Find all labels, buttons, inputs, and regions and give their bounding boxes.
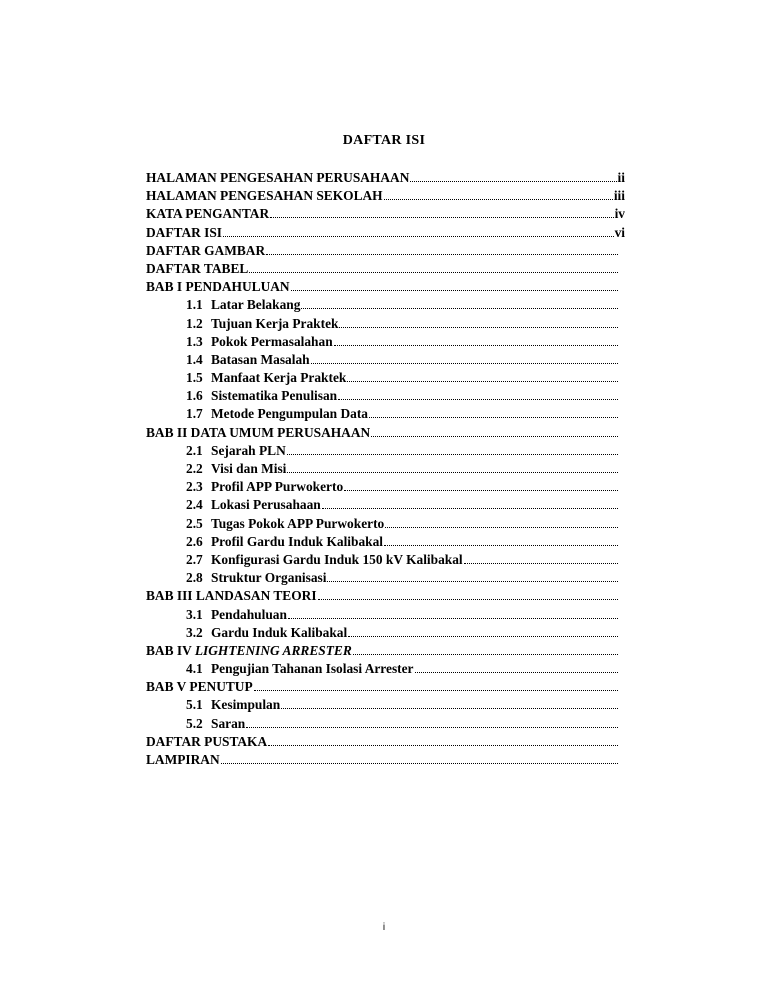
toc-entry[interactable] xyxy=(146,333,625,351)
toc-entry-text: Metode Pengumpulan Data xyxy=(211,406,368,422)
dot-leader xyxy=(254,680,618,691)
toc-entry[interactable] xyxy=(146,442,625,460)
toc-entry-label xyxy=(146,187,383,205)
toc-entry-text: BAB V PENUTUP xyxy=(146,679,253,695)
toc-entry-label xyxy=(186,606,287,624)
page-number: i xyxy=(382,922,386,933)
toc-entry[interactable] xyxy=(146,678,625,696)
toc-entry-text: Pokok Permasalahan xyxy=(211,333,333,349)
dot-leader xyxy=(339,317,618,328)
toc-entry-number: 1.2 xyxy=(186,315,203,331)
toc-entry-label xyxy=(186,660,414,678)
dot-leader xyxy=(246,717,618,728)
toc-entry-page: iii xyxy=(613,188,625,204)
toc-entry-label xyxy=(146,169,409,187)
toc-entry[interactable] xyxy=(146,733,625,751)
dot-leader xyxy=(410,171,616,182)
dot-leader xyxy=(344,480,618,491)
toc-entry[interactable] xyxy=(146,569,625,587)
toc-entry[interactable] xyxy=(146,351,625,369)
toc-entry-italic-text: LIGHTENING ARRESTER xyxy=(194,642,352,658)
toc-entry-label xyxy=(146,678,253,696)
toc-entry-text: Saran xyxy=(211,715,246,731)
toc-entry-number: 2.2 xyxy=(186,461,203,476)
dot-leader xyxy=(371,426,618,437)
page-title: DAFTAR ISI xyxy=(342,133,426,148)
toc-entry-label xyxy=(146,733,267,751)
toc-entry-label xyxy=(146,751,220,769)
toc-entry[interactable] xyxy=(146,260,625,278)
toc-entry[interactable] xyxy=(146,405,625,423)
toc-entry-number: 1.1 xyxy=(186,297,203,313)
toc-entry-label xyxy=(186,460,286,478)
dot-leader xyxy=(334,335,618,346)
dot-leader xyxy=(287,444,618,455)
toc-entry-text: Struktur Organisasi xyxy=(211,570,327,586)
toc-entry[interactable] xyxy=(146,533,625,551)
toc-entry-text: DAFTAR PUSTAKA xyxy=(146,733,268,749)
dot-leader xyxy=(318,589,618,600)
toc-entry[interactable] xyxy=(146,642,625,660)
toc-entry-label xyxy=(146,224,222,242)
toc-entry-text: Sejarah PLN xyxy=(211,442,286,458)
toc-entry-text: Visi dan Misi xyxy=(211,461,287,476)
dot-leader xyxy=(266,244,618,255)
toc-entry-number: 1.7 xyxy=(186,406,203,422)
toc-entry-number: 1.5 xyxy=(186,370,203,386)
toc-entry[interactable] xyxy=(146,242,625,260)
toc-entry-number: 2.7 xyxy=(186,551,203,567)
toc-entry[interactable] xyxy=(146,496,625,514)
toc-entry-number: 1.6 xyxy=(186,388,203,404)
toc-entry[interactable] xyxy=(146,424,625,442)
toc-entry-text: DAFTAR TABEL xyxy=(146,260,249,276)
toc-entry-text: BAB I PENDAHULUAN xyxy=(146,279,290,295)
dot-leader xyxy=(221,753,618,764)
toc-entry-page: ii xyxy=(617,170,625,185)
toc-entry-text: Sistematika Penulisan xyxy=(211,388,338,404)
toc-entry[interactable] xyxy=(146,515,625,533)
toc-entry-number: 4.1 xyxy=(186,661,203,677)
toc-entry-text: Gardu Induk Kalibakal xyxy=(211,624,348,640)
toc-entry[interactable] xyxy=(146,606,625,624)
toc-entry[interactable] xyxy=(146,587,625,605)
toc-entry-label xyxy=(186,715,245,733)
toc-entry[interactable] xyxy=(146,278,625,296)
toc-entry-label xyxy=(186,405,368,423)
toc-entry-text: Batasan Masalah xyxy=(211,351,310,367)
toc-entry-number: 2.3 xyxy=(186,479,203,495)
toc-entry[interactable] xyxy=(146,551,625,569)
table-of-contents xyxy=(146,169,625,769)
dot-leader xyxy=(415,662,618,673)
toc-entry-label xyxy=(146,260,248,278)
toc-entry-label xyxy=(186,387,337,405)
toc-entry-number: 3.2 xyxy=(186,624,203,640)
toc-entry-label xyxy=(186,496,321,514)
toc-entry[interactable] xyxy=(146,387,625,405)
toc-entry[interactable] xyxy=(146,696,625,714)
toc-entry-text: Pengujian Tahanan Isolasi Arrester xyxy=(211,661,414,677)
toc-entry-text: Profil APP Purwokerto xyxy=(211,479,344,495)
toc-entry-label xyxy=(186,515,384,533)
toc-entry-text: Tujuan Kerja Praktek xyxy=(211,315,339,331)
toc-entry-number: 3.1 xyxy=(186,606,203,622)
toc-entry-text: BAB III LANDASAN TEORI xyxy=(146,588,317,604)
toc-entry-label xyxy=(186,533,383,551)
toc-entry[interactable] xyxy=(146,187,625,205)
toc-entry-label xyxy=(186,369,346,387)
toc-entry[interactable] xyxy=(146,205,625,223)
toc-entry[interactable] xyxy=(146,224,625,242)
toc-entry-number: 2.4 xyxy=(186,497,203,513)
toc-entry-label xyxy=(186,296,300,314)
toc-entry-number: 1.3 xyxy=(186,333,203,349)
toc-entry-label xyxy=(186,351,310,369)
toc-entry[interactable] xyxy=(146,478,625,496)
toc-entry-label xyxy=(186,315,338,333)
toc-entry-text: Pendahuluan xyxy=(211,606,287,622)
toc-entry-number: 5.2 xyxy=(186,715,203,731)
toc-entry-text: DAFTAR GAMBAR xyxy=(146,242,266,258)
dot-leader xyxy=(301,298,618,309)
dot-leader xyxy=(348,626,618,637)
toc-entry-label xyxy=(186,333,333,351)
dot-leader xyxy=(249,262,618,273)
toc-entry-label xyxy=(186,442,286,460)
toc-entry-number: 2.5 xyxy=(186,515,203,531)
toc-entry-label xyxy=(146,587,317,605)
toc-entry-number: 5.1 xyxy=(186,697,203,713)
toc-entry-label xyxy=(186,569,326,587)
dot-leader xyxy=(291,280,618,291)
toc-entry-page: iv xyxy=(614,206,625,222)
toc-entry-text: Kesimpulan xyxy=(211,697,281,713)
dot-leader xyxy=(268,735,618,746)
dot-leader xyxy=(311,353,618,364)
toc-entry-page: vi xyxy=(614,224,625,240)
toc-entry-label xyxy=(146,424,370,442)
toc-entry-text: Lokasi Perusahaan xyxy=(211,497,321,513)
toc-entry-number: 2.1 xyxy=(186,442,203,458)
toc-entry-text: BAB II DATA UMUM PERUSAHAAN xyxy=(146,424,371,440)
dot-leader xyxy=(384,535,618,546)
toc-entry-text: LAMPIRAN xyxy=(146,752,220,767)
dot-leader xyxy=(369,407,618,418)
dot-leader xyxy=(338,389,618,400)
toc-entry-label xyxy=(186,478,343,496)
dot-leader xyxy=(281,698,618,709)
dot-leader xyxy=(347,371,618,382)
toc-entry[interactable] xyxy=(146,369,625,387)
toc-entry-text: Konfigurasi Gardu Induk 150 kV Kalibakal xyxy=(211,551,463,567)
toc-entry-text: BAB IV xyxy=(146,642,195,658)
toc-entry-text: Tugas Pokok APP Purwokerto xyxy=(211,515,385,531)
dot-leader xyxy=(270,207,613,218)
toc-entry-number: 2.6 xyxy=(186,533,203,549)
dot-leader xyxy=(287,462,618,473)
toc-entry-label xyxy=(146,642,352,660)
toc-entry-number: 2.8 xyxy=(186,570,203,586)
toc-entry-text: Latar Belakang xyxy=(211,297,301,313)
toc-entry-text: HALAMAN PENGESAHAN PERUSAHAAN xyxy=(146,170,410,185)
toc-entry[interactable] xyxy=(146,624,625,642)
dot-leader xyxy=(223,226,614,237)
dot-leader xyxy=(464,553,618,564)
toc-entry-label xyxy=(186,624,347,642)
toc-entry[interactable] xyxy=(146,460,625,478)
toc-entry-label xyxy=(146,278,290,296)
toc-entry-label xyxy=(146,242,265,260)
toc-entry-text: Manfaat Kerja Praktek xyxy=(211,370,347,386)
toc-entry-text: DAFTAR ISI xyxy=(146,224,223,240)
toc-entry[interactable] xyxy=(146,169,625,187)
toc-entry[interactable] xyxy=(146,751,625,769)
dot-leader xyxy=(385,517,618,528)
dot-leader xyxy=(353,644,618,655)
toc-entry[interactable] xyxy=(146,715,625,733)
toc-entry[interactable] xyxy=(146,660,625,678)
toc-entry[interactable] xyxy=(146,315,625,333)
toc-entry-text: Profil Gardu Induk Kalibakal xyxy=(211,533,384,549)
toc-entry[interactable] xyxy=(146,296,625,314)
dot-leader xyxy=(384,189,613,200)
dot-leader xyxy=(322,498,618,509)
toc-entry-label xyxy=(146,205,269,223)
dot-leader xyxy=(288,608,618,619)
toc-entry-label xyxy=(186,696,280,714)
toc-entry-text: HALAMAN PENGESAHAN SEKOLAH xyxy=(146,188,383,204)
toc-entry-text: KATA PENGANTAR xyxy=(146,206,270,222)
toc-entry-number: 1.4 xyxy=(186,351,203,367)
toc-entry-label xyxy=(186,551,463,569)
dot-leader xyxy=(327,571,618,582)
